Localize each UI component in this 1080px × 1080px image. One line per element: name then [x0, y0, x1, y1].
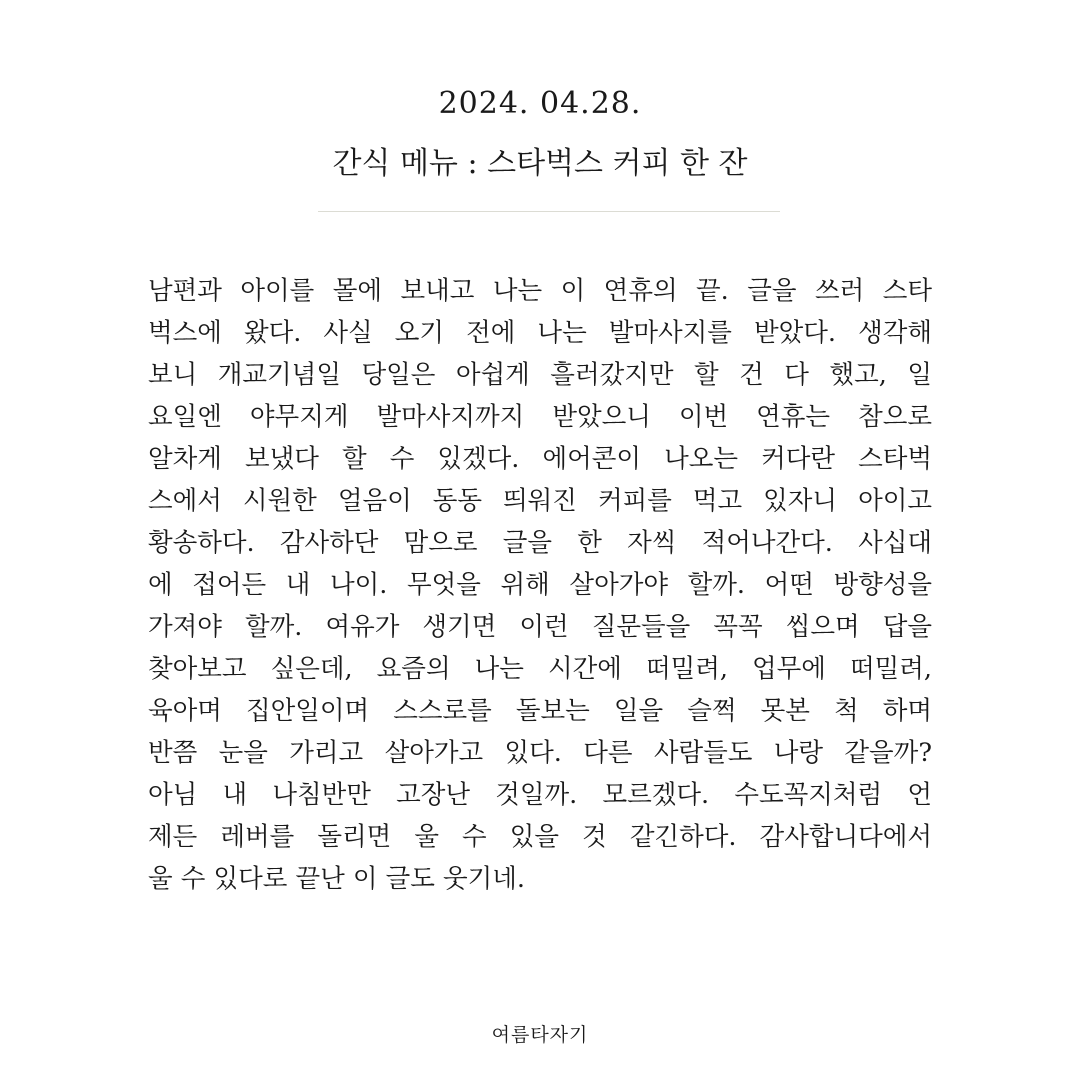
body-line-5: 알차게 보냈다 할 수 있겠다. 에어콘이 나오는 커다란 스타벅: [148, 444, 932, 474]
body-line-10: 찾아보고 싶은데, 요즘의 나는 시간에 떠밀려, 업무에 떠밀려,: [148, 654, 932, 684]
body-line-9: 가져야 할까. 여유가 생기면 이런 질문들을 꼭꼭 씹으며 답을: [148, 612, 932, 642]
body-line-4: 요일엔 야무지게 발마사지까지 받았으니 이번 연휴는 참으로: [148, 402, 932, 432]
body-line-11: 육아며 집안일이며 스스로를 돌보는 일을 슬쩍 못본 척 하며: [148, 696, 932, 726]
post-date: 2024. 04.28.: [438, 86, 642, 121]
body-text: [148, 270, 932, 900]
body-line-2: 벅스에 왔다. 사실 오기 전에 나는 발마사지를 받았다. 생각해: [148, 318, 932, 348]
body-line-8: 에 접어든 내 나이. 무엇을 위해 살아가야 할까. 어떤 방향성을: [148, 570, 932, 600]
header-divider: [318, 211, 780, 212]
body-line-15: 울 수 있다로 끝난 이 글도 웃기네.: [148, 864, 525, 894]
body-line-14: 제든 레버를 돌리면 울 수 있을 것 같긴하다. 감사합니다에서: [148, 822, 932, 852]
author-signature: 여름타자기: [491, 1024, 589, 1046]
body-line-12: 반쯤 눈을 가리고 살아가고 있다. 다른 사람들도 나랑 같을까?: [148, 738, 932, 768]
body-line-6: 스에서 시원한 얼음이 동동 띄워진 커피를 먹고 있자니 아이고: [148, 486, 932, 516]
post-subtitle: 간식 메뉴 : 스타벅스 커피 한 잔: [332, 146, 748, 181]
body-line-7: 황송하다. 감사하단 맘으로 글을 한 자씩 적어나간다. 사십대: [148, 528, 932, 558]
body-line-13: 아님 내 나침반만 고장난 것일까. 모르겠다. 수도꼭지처럼 언: [148, 780, 932, 810]
body-line-3: 보니 개교기념일 당일은 아쉽게 흘러갔지만 할 건 다 했고, 일: [148, 360, 932, 390]
body-line-1: 남편과 아이를 몰에 보내고 나는 이 연휴의 끝. 글을 쓰러 스타: [148, 276, 932, 306]
